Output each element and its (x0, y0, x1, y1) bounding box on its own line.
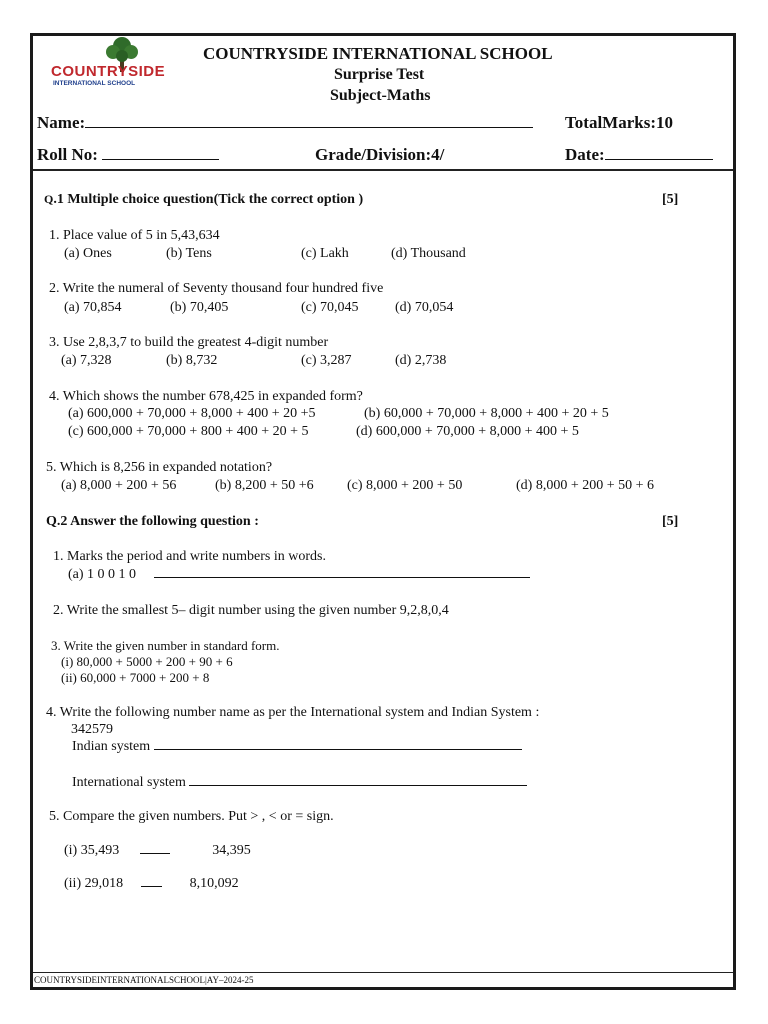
q2-item-5-ii-blank[interactable] (141, 886, 162, 887)
q2-item-1: 1. Marks the period and write numbers in words. (53, 549, 326, 564)
q1-item-5-opt-c[interactable]: (c) 8,000 + 200 + 50 (347, 478, 463, 493)
test-name: Surprise Test (334, 66, 425, 83)
q1-item-4-opt-b[interactable]: (b) 60,000 + 70,000 + 8,000 + 400 + 20 + 5 (364, 406, 609, 421)
q1-item-2-opt-d[interactable]: (d) 70,054 (395, 300, 454, 315)
subject: Subject-Maths (330, 87, 431, 104)
q2-item-5: 5. Compare the given numbers. Put > , < or = sign. (49, 809, 334, 824)
q2-item-4-number: 342579 (71, 722, 113, 737)
name-label-text: Name: (37, 113, 86, 132)
q2-item-4-international-label: International system (72, 775, 186, 790)
q2-item-3-ii: (ii) 60,000 + 7000 + 200 + 8 (61, 670, 210, 685)
q1-item-5-opt-d[interactable]: (d) 8,000 + 200 + 50 + 6 (516, 478, 655, 493)
q2-item-1-answer-line[interactable] (154, 577, 530, 578)
q2-item-4: 4. Write the following number name as per the International system and Indian System : (46, 705, 540, 720)
roll-label (37, 145, 219, 165)
q1-item-5-opt-a[interactable]: (a) 8,000 + 200 + 56 (61, 478, 177, 493)
q2-item-4-international (72, 775, 527, 791)
q2-marks: [5] (662, 514, 679, 529)
q2-item-1-a-text: (a) 1 0 0 1 0 (68, 567, 137, 582)
roll-label-text: Roll No: (37, 145, 98, 164)
q2-item-5-ii-right: 8,10,092 (189, 876, 239, 891)
q2-item-1-a (68, 567, 530, 583)
footer-divider (33, 972, 733, 973)
q1-item-4-opt-a[interactable]: (a) 600,000 + 70,000 + 8,000 + 400 + 20 +5 (68, 406, 316, 421)
q2-item-4-international-line[interactable] (189, 785, 527, 786)
q2-item-4-indian-line[interactable] (154, 749, 522, 750)
q2-item-5-i-right: 34,395 (212, 843, 251, 858)
q1-item-5-opt-b[interactable]: (b) 8,200 + 50 +6 (215, 478, 314, 493)
q2-item-3-i: (i) 80,000 + 5000 + 200 + 90 + 6 (61, 654, 233, 669)
name-label (37, 113, 533, 133)
q1-item-3-opt-a[interactable]: (a) 7,328 (61, 353, 112, 368)
q1-item-1-opt-c[interactable]: (c) Lakh (301, 246, 349, 261)
q1-item-4: 4. Which shows the number 678,425 in expanded form? (49, 389, 363, 404)
q2-item-4-indian (72, 739, 522, 755)
q1-item-2-opt-b[interactable]: (b) 70,405 (170, 300, 229, 315)
q1-item-1-opt-a[interactable]: (a) Ones (64, 246, 112, 261)
q2-item-4-indian-label: Indian system (72, 739, 151, 754)
name-input-line[interactable] (85, 127, 533, 128)
q1-item-3-opt-c[interactable]: (c) 3,287 (301, 353, 352, 368)
q1-item-2-opt-a[interactable]: (a) 70,854 (64, 300, 122, 315)
school-logo (51, 36, 166, 92)
q1-item-1: 1. Place value of 5 in 5,43,634 (49, 228, 220, 243)
q2-item-5-i (64, 843, 251, 859)
q2-item-5-i-left: (i) 35,493 (64, 843, 120, 858)
q2-item-5-i-blank[interactable] (140, 853, 170, 854)
grade-division: Grade/Division:4/ (315, 145, 445, 164)
q2-item-2: 2. Write the smallest 5– digit number using the given number 9,2,8,0,4 (53, 603, 449, 618)
date-label-text: Date: (565, 145, 605, 164)
footer-text: COUNTRYSIDEINTERNATIONALSCHOOL|AY–2024-25 (34, 975, 254, 985)
q2-heading: Q.2 Answer the following question : (46, 514, 259, 529)
q1-item-4-opt-c[interactable]: (c) 600,000 + 70,000 + 800 + 400 + 20 + 5 (68, 424, 309, 439)
q1-item-3-opt-d[interactable]: (d) 2,738 (395, 353, 447, 368)
q1-heading (44, 192, 363, 208)
header-divider (33, 169, 733, 171)
date-label (565, 145, 713, 165)
q1-marks: [5] (662, 192, 679, 207)
q2-item-5-ii (64, 876, 239, 892)
total-marks: TotalMarks:10 (565, 113, 673, 132)
q1-item-2: 2. Write the numeral of Seventy thousand four hundred five (49, 281, 384, 296)
q1-heading-text: .1 Multiple choice question(Tick the correct option ) (53, 192, 364, 207)
school-name: COUNTRYSIDE INTERNATIONAL SCHOOL (203, 44, 553, 63)
q2-item-3: 3. Write the given number in standard form. (51, 638, 280, 653)
roll-input-line[interactable] (102, 159, 219, 160)
q2-item-5-ii-left: (ii) 29,018 (64, 876, 124, 891)
q1-item-5: 5. Which is 8,256 in expanded notation? (46, 460, 273, 475)
logo-subtext: INTERNATIONAL SCHOOL (53, 80, 136, 87)
q1-item-1-opt-d[interactable]: (d) Thousand (391, 246, 466, 261)
logo-text: COUNTRYSIDE (51, 63, 166, 80)
q1-item-1-opt-b[interactable]: (b) Tens (166, 246, 212, 261)
q1-item-2-opt-c[interactable]: (c) 70,045 (301, 300, 359, 315)
date-input-line[interactable] (605, 159, 713, 160)
q1-heading-prefix: Q (44, 192, 54, 206)
q1-item-3-opt-b[interactable]: (b) 8,732 (166, 353, 218, 368)
q1-item-4-opt-d[interactable]: (d) 600,000 + 70,000 + 8,000 + 400 + 5 (356, 424, 579, 439)
q1-item-3: 3. Use 2,8,3,7 to build the greatest 4-digit number (49, 335, 329, 350)
